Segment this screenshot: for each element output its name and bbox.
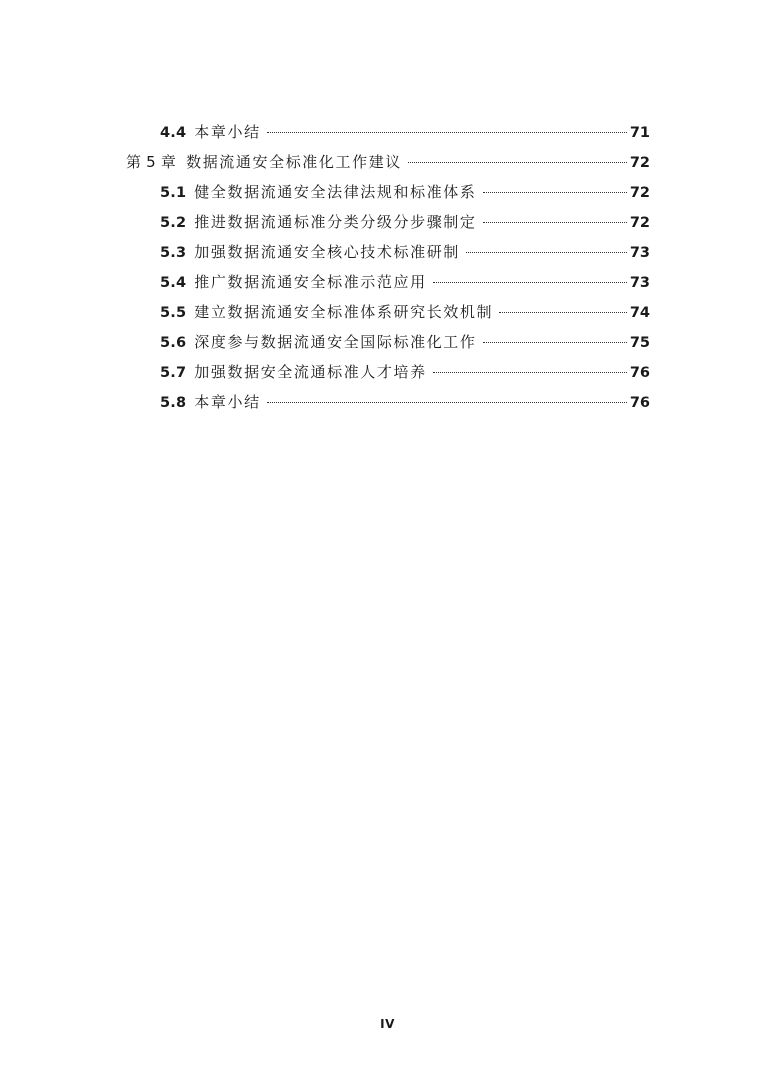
toc-entry-title: 推广数据流通安全标准示范应用 xyxy=(194,273,427,291)
toc-entry-page: 74 xyxy=(629,305,650,321)
toc-entry-number: 5.1 xyxy=(160,185,187,201)
toc-dot-leader xyxy=(483,192,627,193)
toc-dot-leader xyxy=(483,222,627,223)
toc-dot-leader xyxy=(267,402,627,403)
toc-dot-leader xyxy=(466,252,627,253)
toc-entry-title: 数据流通安全标准化工作建议 xyxy=(186,153,402,171)
toc-entry-page: 75 xyxy=(629,335,650,351)
toc-entry-title: 加强数据安全流通标准人才培养 xyxy=(194,363,427,381)
toc-entry-number: 5.5 xyxy=(160,305,187,321)
toc-dot-leader xyxy=(408,162,627,163)
toc-entry-5-8[interactable] xyxy=(126,387,650,417)
toc-entry-5-6[interactable] xyxy=(126,327,650,357)
toc-entry-title: 加强数据流通安全核心技术标准研制 xyxy=(194,243,460,261)
toc-entry-page: 73 xyxy=(629,245,650,261)
toc-entry-page: 76 xyxy=(629,395,650,411)
toc-entry-number: 第 5 章 xyxy=(126,153,177,171)
toc-entry-number: 5.6 xyxy=(160,335,187,351)
toc-entry-5-3[interactable] xyxy=(126,237,650,267)
toc-entry-5-5[interactable] xyxy=(126,297,650,327)
toc-entry-title: 深度参与数据流通安全国际标准化工作 xyxy=(194,333,477,351)
toc-entry-5-2[interactable] xyxy=(126,207,650,237)
page-number: IV xyxy=(380,1017,395,1031)
toc-entry-page: 72 xyxy=(629,185,650,201)
toc-dot-leader xyxy=(499,312,627,313)
toc-entry-title: 健全数据流通安全法律法规和标准体系 xyxy=(194,183,477,201)
toc-entry-5-1[interactable] xyxy=(126,177,650,207)
toc-entry-5-4[interactable] xyxy=(126,267,650,297)
toc-entry-page: 71 xyxy=(629,125,650,141)
toc-entry-number: 5.3 xyxy=(160,245,187,261)
toc-entry-number: 5.7 xyxy=(160,365,187,381)
toc-entry-number: 5.2 xyxy=(160,215,187,231)
toc-entry-page: 76 xyxy=(629,365,650,381)
toc-entry-page: 73 xyxy=(629,275,650,291)
toc-entry-number: 4.4 xyxy=(160,125,187,141)
toc-dot-leader xyxy=(433,372,627,373)
toc-entry-number: 5.4 xyxy=(160,275,187,291)
toc-entry-title: 本章小结 xyxy=(194,123,261,141)
toc-entry-4-4[interactable] xyxy=(126,117,650,147)
toc-entry-number: 5.8 xyxy=(160,395,187,411)
toc-entry-title: 建立数据流通安全标准体系研究长效机制 xyxy=(194,303,494,321)
toc-entry-chapter-5[interactable] xyxy=(126,147,650,177)
toc-entry-title: 本章小结 xyxy=(194,393,261,411)
toc-dot-leader xyxy=(483,342,627,343)
toc-entry-page: 72 xyxy=(629,215,650,231)
toc-entry-page: 72 xyxy=(629,155,650,171)
toc-dot-leader xyxy=(433,282,627,283)
toc-dot-leader xyxy=(267,132,627,133)
toc-entry-5-7[interactable] xyxy=(126,357,650,387)
table-of-contents xyxy=(126,117,650,417)
toc-entry-title: 推进数据流通标准分类分级分步骤制定 xyxy=(194,213,477,231)
